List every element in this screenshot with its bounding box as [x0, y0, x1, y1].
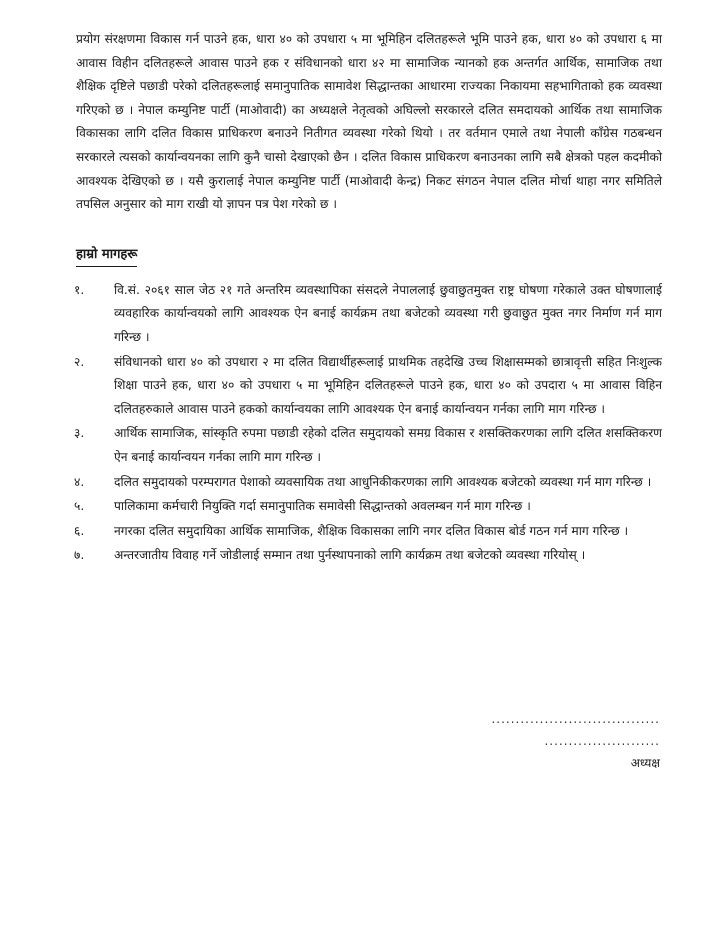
demand-text: नगरका दलित समुदायिका आर्थिक सामाजिक, शैक्षिक विकासका लागि नगर दलित विकास बोर्ड गठन गर्न माग गरिन्छ ।	[114, 523, 629, 538]
demand-number: ७.	[74, 548, 85, 563]
demand-item	[76, 544, 662, 568]
demand-item	[76, 422, 662, 469]
signature-line: ...................................	[491, 712, 660, 726]
demand-text: संविधानको धारा ४० को उपधारा २ मा दलित विद्यार्थीहरूलाई प्राथमिक तहदेखि उच्च शिक्षासम्मको छात्रावृत्ती सहित निःशुल्क शिक्षा पाउने हक, धारा ४० को उपधारा ५ मा भूमिहिन दलितहरूले पाउने हक, धारा ४० को उपदारा ५ मा आवास विहिन दलितहरुकाले आवास पाउने हकको कार्यान्वयका लागि आवश्यक ऐन बनाई कार्यान्वयन गर्नका लागि माग गरिन्छ ।	[114, 354, 662, 416]
demand-number: १.	[74, 282, 85, 297]
demand-number: २.	[74, 354, 85, 369]
demand-item	[76, 520, 662, 544]
demand-number: ३.	[74, 426, 85, 441]
demand-item	[76, 495, 662, 519]
signature-block	[491, 708, 660, 774]
demand-item	[76, 471, 662, 495]
intro-paragraph: प्रयोग संरक्षणमा विकास गर्न पाउने हक, धारा ४० को उपधारा ५ मा भूमिहिन दलितहरूले भूमि पाउने हक, धारा ४० को उपधारा ६ मा आवास विहीन दलितहरूले आवास पाउने हक र संविधानको धारा ४२ मा सामाजिक न्यानको हक अन्तर्गत आर्थिक, सामाजिक तथा शैक्षिक दृष्टिले पछाडी परेको दलितहरूलाई समानुपातिक सामावेश सिद्धान्तका आधारमा राज्यका निकायमा सहभागिताको हक व्यवस्था गरिएको छ । नेपाल कम्युनिष्ट पार्टी (माओवादी) का अध्यक्षले नेतृत्वको अघिल्लो सरकारले दलित समदायको आर्थिक तथा सामाजिक विकासका लागि दलित विकास प्राधिकरण बनाउने नितीगत व्यवस्था गरेको थियो । तर वर्तमान एमाले तथा नेपाली काँग्रेस गठबन्धन सरकारले त्यसको कार्यान्वयनका लागि कुनै चासो देखाएको छैन । दलित विकास प्राधिकरण बनाउनका लागि सबै क्षेत्रको पहल कदमीको आवश्यक देखिएको छ । यसै कुरालाई नेपाल कम्युनिष्ट पार्टी (माओवादी केन्द्र) निकट संगठन नेपाल दलित मोर्चा थाहा नगर समितिले तपसिल अनुसार को माग राखी यो ज्ञापन पत्र पेश गरेको छ ।	[76, 32, 662, 212]
demand-text: पालिकामा कर्मचारी नियुक्ति गर्दा समानुपातिक समावेसी सिद्धान्तको अवलम्बन गर्न माग गरिन्छ ।	[114, 499, 531, 514]
demand-text: दलित समुदायको परम्परागत पेशाको व्यवसायिक तथा आधुनिकीकरणका लागि आवश्यक बजेटको व्यवस्था गर्न माग गरिन्छ ।	[114, 474, 652, 489]
demands-heading: हाम्रो मागहरू	[76, 245, 137, 267]
demand-text: अन्तरजातीय विवाह गर्ने जोडीलाई सम्मान तथा पुर्नस्थापनाको लागि कार्यक्रम तथा बजेटको व्यवस्था गरियोस् ।	[114, 548, 586, 563]
demands-list	[76, 279, 662, 568]
demand-number: ४.	[74, 474, 85, 489]
demand-item	[76, 279, 662, 350]
demand-item	[76, 351, 662, 422]
signatory-title: अध्यक्ष	[630, 756, 660, 770]
signature-name-line: ........................	[544, 734, 660, 748]
demand-number: ६.	[74, 523, 85, 538]
demand-text: आर्थिक सामाजिक, सांस्कृति रुपमा पछाडी रहेको दलित समुदायको समग्र विकास र शसक्तिकरणका लागि दलित शसक्तिकरण ऐन बनाई कार्यान्वयन गर्नका लागि माग गरिन्छ ।	[114, 426, 662, 464]
demand-number: ५.	[74, 499, 85, 514]
demand-text: वि.सं. २०६१ साल जेठ २१ गते अन्तरिम व्यवस्थापिका संसदले नेपाललाई छुवाछुतमुक्त राष्ट्र घोषणा गरेकाले उक्त घोषणालाई व्यवहारिक कार्यान्वयको लागि आवश्यक ऐन बनाई कार्यक्रम तथा बजेटको व्यवस्था गरी छुवाछुत मुक्त नगर निर्माण गर्न माग गरिन्छ ।	[114, 282, 662, 344]
